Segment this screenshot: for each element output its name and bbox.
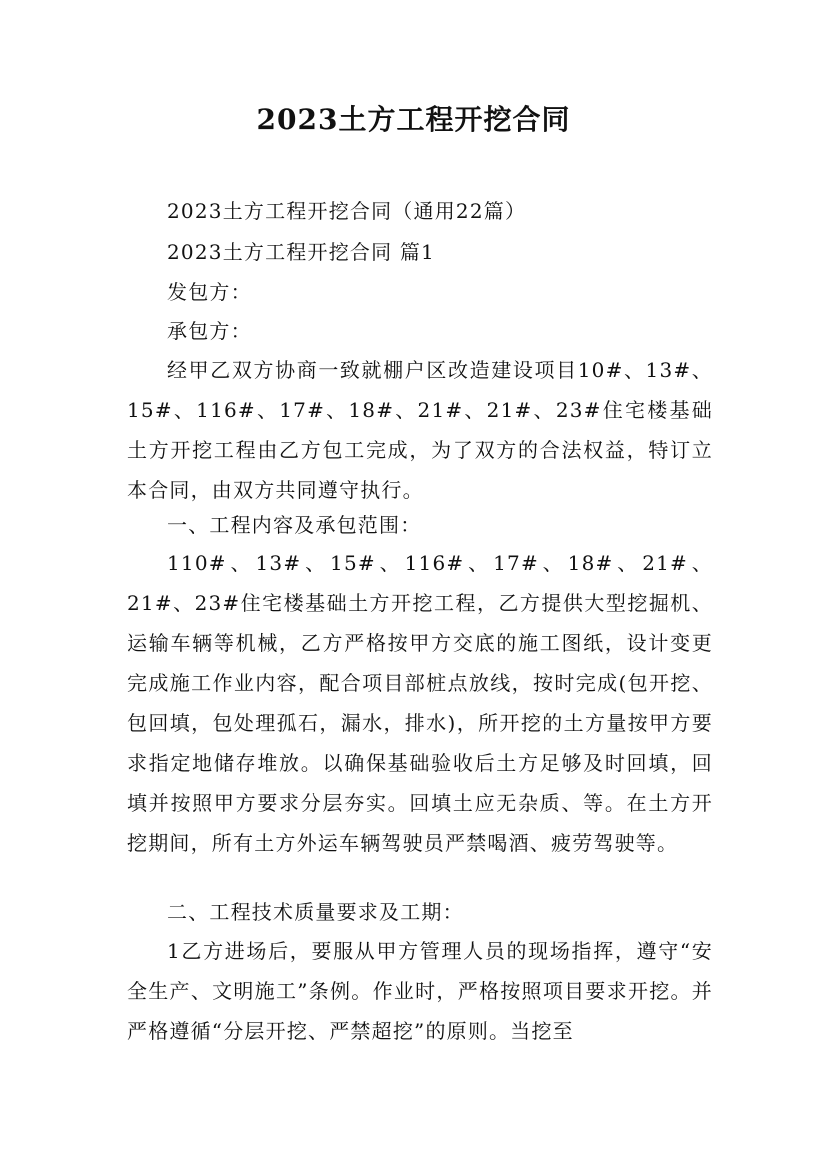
document-title: 2023土方工程开挖合同 — [256, 103, 571, 136]
paragraph-preamble: 经甲乙双方协商一致就棚户区改造建设项目10#、13#、15#、116#、17#、18#、21#、21#、23#住宅楼基础土方开挖工程由乙方包工完成，为了双方的合法权益，特订立本合同，由双方共同遵守执行。 — [127, 358, 713, 502]
paragraph-subtitle: 2023土方工程开挖合同（通用22篇） — [167, 199, 527, 223]
paragraph-quality-body: 1乙方进场后，要服从甲方管理人员的现场指挥，遵守“安全生产、文明施工”条例。作业时，严格按照项目要求开挖。并严格遵循“分层开挖、严禁超挖”的原则。当挖至 — [127, 939, 713, 1043]
paragraph-article-heading: 2023土方工程开挖合同 篇1 — [167, 240, 435, 264]
paragraph-scope-body: 110#、13#、15#、116#、17#、18#、21#、21#、23#住宅楼基础土方开挖工程，乙方提供大型挖掘机、运输车辆等机械，乙方严格按甲方交底的施工图纸，设计变更完成施工作业内容，配合项目部桩点放线，按时完成(包开挖、包回填，包处理孤石，漏水，排水)，所开挖的土方量按甲方要求指定地储存堆放。以确保基础验收后土方足够及时回填，回填并按照甲方要求分层夯实。回填土应无杂质、等。在土方开挖期间，所有土方外运车辆驾驶员严禁喝酒、疲劳驾驶等。 — [127, 551, 713, 855]
paragraph-contractor: 承包方： — [167, 319, 252, 343]
section-heading-quality: 二、工程技术质量要求及工期： — [167, 900, 464, 924]
section-heading-scope: 一、工程内容及承包范围： — [167, 513, 422, 537]
paragraph-employer: 发包方： — [167, 280, 252, 304]
